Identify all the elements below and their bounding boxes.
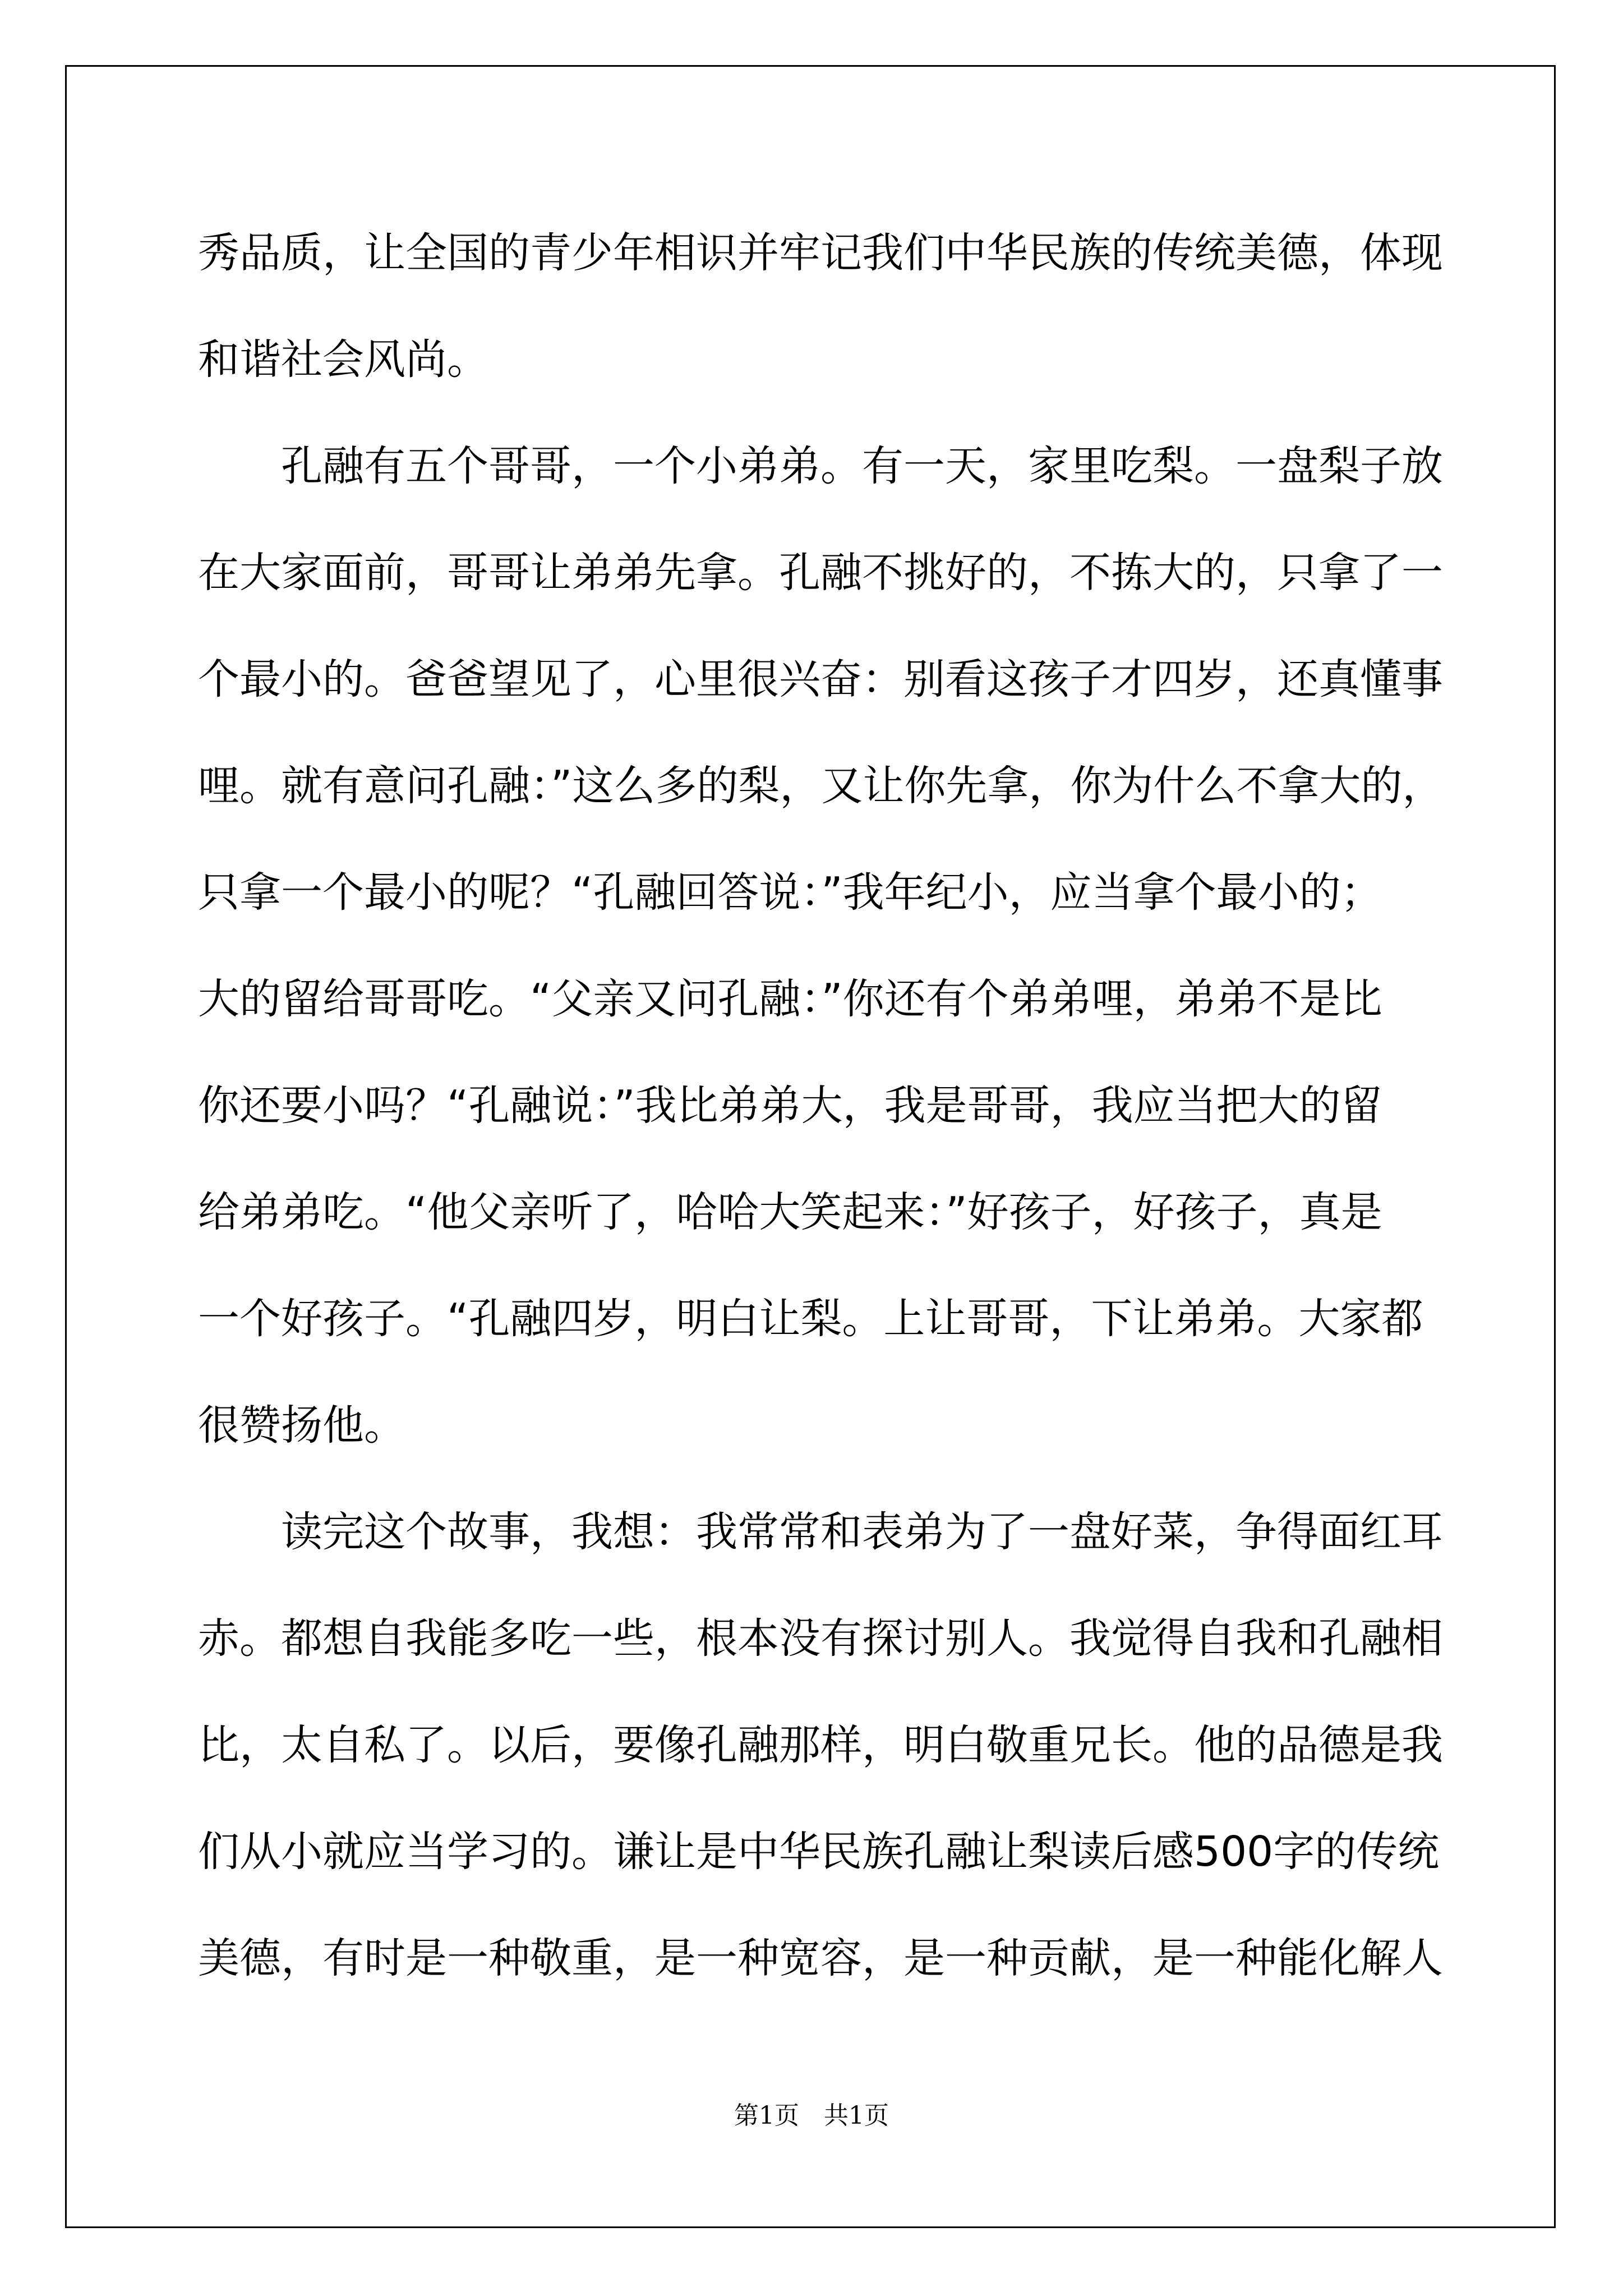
text-line: 赤。都想自我能多吃一些，根本没有探讨别人。我觉得自我和孔融相 bbox=[198, 1614, 1443, 1663]
text-line: 只拿一个最小的呢？“孔融回答说：”我年纪小，应当拿个最小的； bbox=[198, 868, 1382, 917]
text-line: 比，太自私了。以后，要像孔融那样，明白敬重兄长。他的品德是我 bbox=[198, 1721, 1443, 1769]
text-line: 你还要小吗？“孔融说：”我比弟弟大，我是哥哥，我应当把大的留 bbox=[198, 1082, 1382, 1130]
text-line: 们从小就应当学习的。谦让是中华民族孔融让梨读后感500字的传统 bbox=[198, 1828, 1440, 1876]
text-line: 个最小的。爸爸望见了，心里很兴奋：别看这孩子才四岁，还真懂事 bbox=[198, 655, 1443, 703]
text-line: 给弟弟吃。“他父亲听了，哈哈大笑起来：”好孩子，好孩子，真是 bbox=[198, 1188, 1382, 1236]
text-line: 在大家面前，哥哥让弟弟先拿。孔融不挑好的，不拣大的，只拿了一 bbox=[198, 549, 1443, 597]
text-line: 秀品质，让全国的青少年相识并牢记我们中华民族的传统美德，体现 bbox=[198, 229, 1443, 277]
text-line: 孔融有五个哥哥，一个小弟弟。有一天，家里吃梨。一盘梨子放 bbox=[281, 442, 1443, 490]
text-line: 哩。就有意问孔融：”这么多的梨，又让你先拿，你为什么不拿大的， bbox=[198, 762, 1444, 810]
text-line: 读完这个故事，我想：我常常和表弟为了一盘好菜，争得面红耳 bbox=[281, 1508, 1443, 1556]
text-line: 和谐社会风尚。 bbox=[198, 335, 488, 384]
page-footer: 第1页 共1页 bbox=[734, 2101, 889, 2130]
text-line: 很赞扬他。 bbox=[198, 1401, 405, 1450]
text-line: 一个好孩子。“孔融四岁，明白让梨。上让哥哥，下让弟弟。大家都 bbox=[198, 1295, 1423, 1343]
document-body bbox=[198, 222, 1444, 2033]
text-line: 美德，有时是一种敬重，是一种宽容，是一种贡献，是一种能化解人 bbox=[198, 1934, 1443, 1982]
text-line: 大的留给哥哥吃。“父亲又问孔融：”你还有个弟弟哩，弟弟不是比 bbox=[198, 975, 1382, 1023]
